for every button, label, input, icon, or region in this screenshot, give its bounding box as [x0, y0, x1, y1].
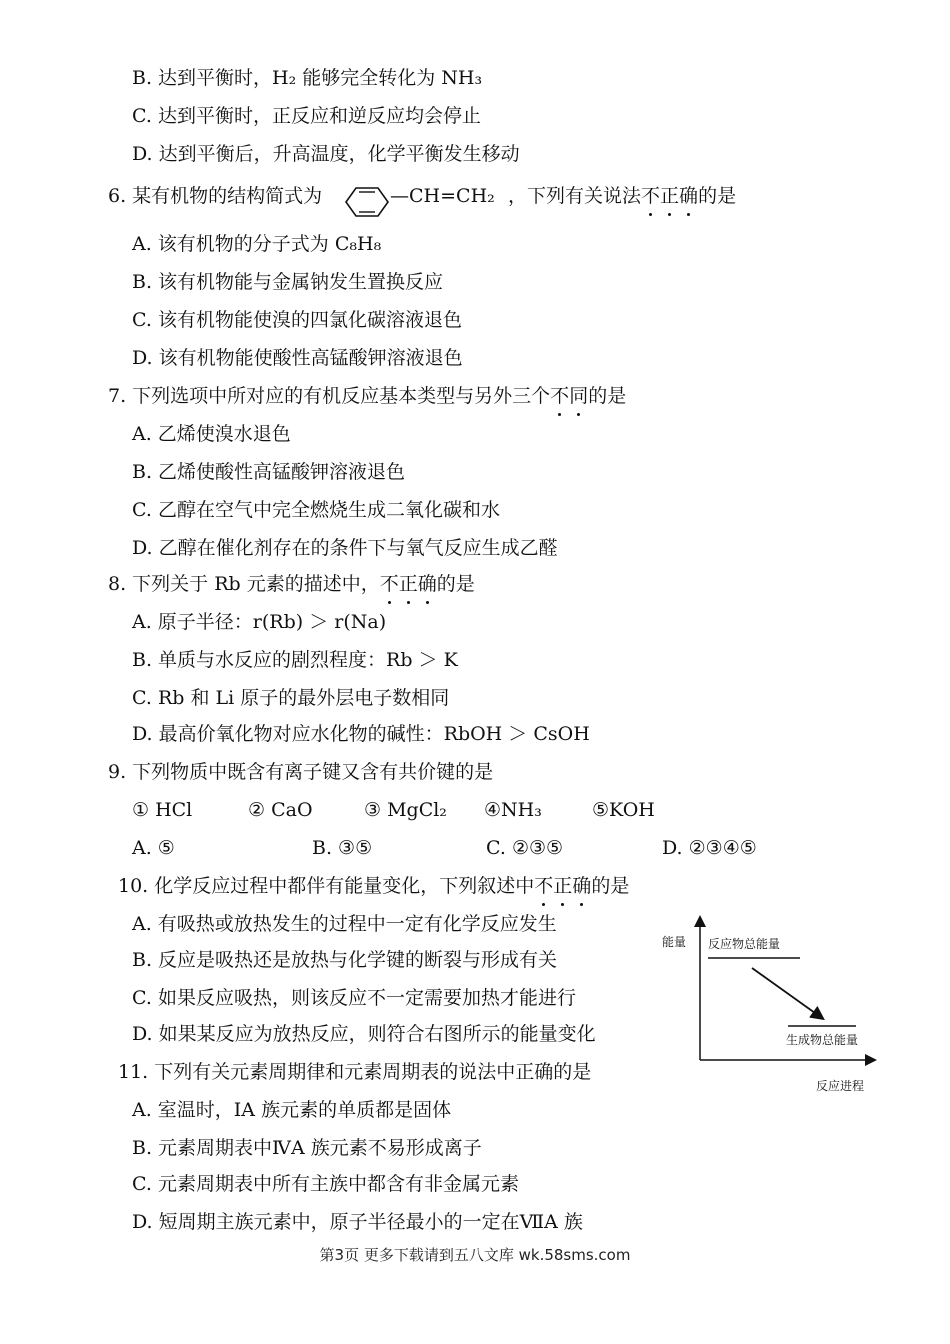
q8-emph-1: 不 — [379, 573, 399, 595]
q5-option-b: B. 达到平衡时，H₂ 能够完全转化为 NH₃ — [132, 67, 483, 89]
q8-option-c: C. Rb 和 Li 原子的最外层电子数相同 — [132, 687, 450, 709]
q8-stem — [108, 572, 475, 596]
q9-item-2: ② CaO — [248, 799, 313, 821]
energy-x-label: 反应进程 — [816, 1079, 865, 1092]
q6-option-c: C. 该有机物能使溴的四氯化碳溶液退色 — [132, 309, 462, 331]
q6-stem-suffix — [508, 184, 736, 208]
page-footer: 第3页 更多下载请到五八文库 wk.58sms.com — [319, 1246, 631, 1264]
q6-stem-suffix-b: 的是 — [698, 185, 737, 207]
q6-emph-2: 正 — [660, 185, 680, 207]
q9-option-b: B. ③⑤ — [312, 837, 373, 859]
q10-emph-1: 不 — [534, 875, 554, 897]
q10-stem-a: 10. 化学反应过程中都伴有能量变化，下列叙述中 — [118, 875, 535, 897]
q8-option-b: B. 单质与水反应的剧烈程度：Rb ＞ K — [132, 649, 458, 671]
q9-item-4: ④NH₃ — [484, 799, 542, 821]
q11-option-a: A. 室温时，IA 族元素的单质都是固体 — [132, 1099, 452, 1121]
energy-transition-arrow — [752, 968, 822, 1018]
q8-emph-3: 确 — [417, 573, 437, 595]
q7-stem-b: 的是 — [588, 385, 627, 407]
q6-option-d: D. 该有机物能使酸性高锰酸钾溶液退色 — [132, 347, 463, 369]
q9-item-3: ③ MgCl₂ — [364, 799, 447, 821]
q9-option-a: A. ⑤ — [132, 837, 175, 859]
q10-option-d: D. 如果某反应为放热反应，则符合右图所示的能量变化 — [132, 1023, 596, 1045]
q8-option-a: A. 原子半径：r(Rb) ＞ r(Na) — [132, 611, 387, 633]
q11-stem: 11. 下列有关元素周期律和元素周期表的说法中正确的是 — [118, 1061, 592, 1083]
q7-option-c: C. 乙醇在空气中完全燃烧生成二氧化碳和水 — [132, 499, 500, 521]
q8-option-d: D. 最高价氧化物对应水化物的碱性：RbOH ＞ CsOH — [132, 723, 590, 745]
q9-item-5: ⑤KOH — [592, 799, 655, 821]
q10-emph-2: 正 — [553, 875, 573, 897]
q6-option-b: B. 该有机物能与金属钠发生置换反应 — [132, 271, 444, 293]
q7-option-d: D. 乙醇在催化剂存在的条件下与氧气反应生成乙醛 — [132, 537, 558, 559]
q6-stem-formula: —CH=CH₂ — [390, 185, 495, 207]
q9-option-d: D. ②③④⑤ — [662, 837, 757, 859]
q6-option-a: A. 该有机物的分子式为 C₈H₈ — [132, 233, 382, 255]
q10-stem — [118, 874, 629, 898]
q6-emph-3: 确 — [679, 185, 699, 207]
q9-item-1: ① HCl — [132, 799, 193, 821]
energy-product-label: 生成物总能量 — [786, 1033, 859, 1047]
q7-stem — [108, 384, 626, 408]
q10-emph-3: 确 — [572, 875, 592, 897]
q8-stem-a: 8. 下列关于 Rb 元素的描述中， — [108, 573, 380, 595]
q8-stem-b: 的是 — [436, 573, 475, 595]
q10-option-a: A. 有吸热或放热发生的过程中一定有化学反应发生 — [132, 913, 557, 935]
q11-option-c: C. 元素周期表中所有主族中都含有非金属元素 — [132, 1173, 519, 1195]
q7-option-b: B. 乙烯使酸性高锰酸钾溶液退色 — [132, 461, 406, 483]
q10-stem-b: 的是 — [591, 875, 630, 897]
q5-option-d: D. 达到平衡后，升高温度，化学平衡发生移动 — [132, 143, 520, 165]
energy-y-label: 能量 — [662, 935, 687, 949]
energy-diagram — [660, 912, 880, 1092]
energy-reactant-label: 反应物总能量 — [708, 937, 781, 951]
q10-option-b: B. 反应是吸热还是放热与化学键的断裂与形成有关 — [132, 949, 558, 971]
q6-stem-prefix: 6. 某有机物的结构简式为 — [108, 185, 323, 207]
q8-emph-2: 正 — [398, 573, 418, 595]
q11-option-d: D. 短周期主族元素中，原子半径最小的一定在ⅦA 族 — [132, 1211, 583, 1233]
q6-emph-1: 不 — [641, 185, 661, 207]
q10-option-c: C. 如果反应吸热，则该反应不一定需要加热才能进行 — [132, 987, 576, 1009]
benzene-ring-icon — [345, 186, 389, 218]
q9-option-c: C. ②③⑤ — [486, 837, 564, 859]
q7-emph-1: 不 — [550, 385, 570, 407]
q7-option-a: A. 乙烯使溴水退色 — [132, 423, 291, 445]
q7-emph-2: 同 — [569, 385, 589, 407]
q5-option-c: C. 达到平衡时，正反应和逆反应均会停止 — [132, 105, 481, 127]
q11-option-b: B. 元素周期表中ⅣA 族元素不易形成离子 — [132, 1137, 482, 1159]
q9-stem: 9. 下列物质中既含有离子键又含有共价键的是 — [108, 761, 494, 783]
q7-stem-a: 7. 下列选项中所对应的有机反应基本类型与另外三个 — [108, 385, 551, 407]
q6-stem-suffix-a: ，下列有关说法 — [508, 185, 642, 207]
